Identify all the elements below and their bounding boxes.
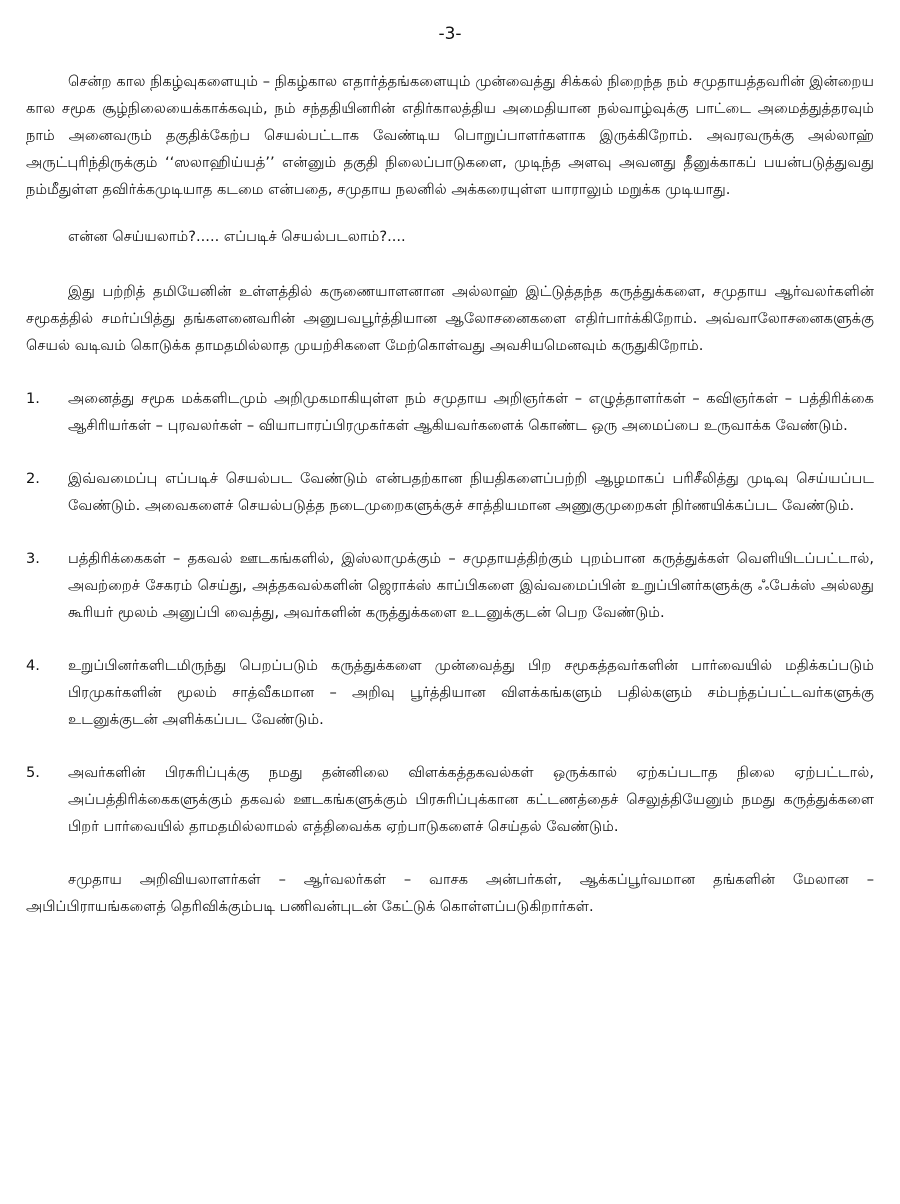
list-item-text: அவர்களின் பிரசுரிப்புக்கு நமது தன்னிலை விளக்கத்தகவல்கள் ஒருக்கால் ஏற்கப்படாத நிலை ஏற்பட்டால், அப்பத்திரிக்கைகளுக்கும் தகவல் ஊடகங்களுக்கும் பிரசுரிப்புக்கான கட்டணத்தைச் செலுத்தியேனும் நமது கருத்துக்களை பிறர் பார்வையில் தாமதமில்லாமல் எத்திவைக்க ஏற்பாடுகளைச் செய்தல் வேண்டும். [68,764,874,835]
page-number: -3- [438,24,462,44]
list-item-number: 2. [26,470,40,487]
intro-paragraph: சென்ற கால நிகழ்வுகளையும் – நிகழ்கால எதார்த்தங்களையும் முன்வைத்து சிக்கல் நிறைந்த நம் சமுதாயத்தவரின் இன்றைய கால சமூக சூழ்நிலையைக்காக்கவும், நம் சந்ததியினரின் எதிர்காலத்திய அமைதியான நல்வாழ்வுக்கு பாட்டை அமைத்துத்தரவும் நாம் அனைவரும் தகுதிக்கேற்ப செயல்பட்டாக வேண்டிய பொறுப்பாளர்களாக இருக்கிறோம். அவரவருக்கு அல்லாஹ் அருட்புரிந்திருக்கும் ‘‘ஸலாஹிய்யத்’’ என்னும் தகுதி நிலைப்பாடுகளை, முடிந்த அளவு அவனது தீனுக்காகப் பயன்படுத்துவது நம்மீதுள்ள தவிர்க்கமுடியாத கடமை என்பதை, சமுதாய நலனில் அக்கரையுள்ள யாராலும் மறுக்க முடியாது. [26,73,874,198]
list-item [26,652,874,733]
list-item-number: 3. [26,550,40,567]
closing-paragraph: சமுதாய அறிவியலாளர்கள் – ஆர்வலர்கள் – வாசக அன்பர்கள், ஆக்கப்பூர்வமான தங்களின் மேலான – அபிப்பிராயங்களைத் தெரிவிக்கும்படி பணிவன்புடன் கேட்டுக் கொள்ளப்படுகிறார்கள். [26,871,874,915]
question-line: என்ன செய்யலாம்?..... எப்படிச் செயல்படலாம்?.... [68,228,406,245]
list-item-text: உறுப்பினர்களிடமிருந்து பெறப்படும் கருத்துக்களை முன்வைத்து பிற சமூகத்தவர்களின் பார்வையில் மதிக்கப்படும் பிரமுகர்களின் மூலம் சாத்வீகமான – அறிவு பூர்த்தியான விளக்கங்களும் பதில்களும் சம்பந்தப்பட்டவர்களுக்கு உடனுக்குடன் அளிக்கப்பட வேண்டும். [68,657,874,728]
list-item-text: அனைத்து சமூக மக்களிடமும் அறிமுகமாகியுள்ள நம் சமுதாய அறிஞர்கள் – எழுத்தாளர்கள் – கவிஞர்கள் – பத்திரிக்கை ஆசிரியர்கள் – புரவலர்கள் – வியாபாரப்பிரமுகர்கள் ஆகியவர்களைக் கொண்ட ஒரு அமைப்பை உருவாக்க வேண்டும். [68,390,874,434]
proposal-paragraph: இது பற்றித் தமியேனின் உள்ளத்தில் கருணையாளனான அல்லாஹ் இட்டுத்தந்த கருத்துக்களை, சமுதாய ஆர்வலர்களின் சமூகத்தில் சமர்ப்பித்து தங்களனைவரின் அனுபவபூர்த்தியான ஆலோசனைகளை எதிர்பார்க்கிறோம். அவ்வாலோசனைகளுக்கு செயல் வடிவம் கொடுக்க தாமதமில்லாத முயற்சிகளை மேற்கொள்வது அவசியமெனவும் கருதுகிறோம். [26,283,874,354]
list-item-text: பத்திரிக்கைகள் – தகவல் ஊடகங்களில், இஸ்லாமுக்கும் – சமுதாயத்திற்கும் புறம்பான கருத்துக்கள் வெளியிடப்பட்டால், அவற்றைச் சேகரம் செய்து, அத்தகவல்களின் ஜெராக்ஸ் காப்பிகளை இவ்வமைப்பின் உறுப்பினர்களுக்கு ஃபேக்ஸ் அல்லது கூரியர் மூலம் அனுப்பி வைத்து, அவர்களின் கருத்துக்களை உடனுக்குடன் பெற வேண்டும். [68,550,874,621]
list-item-number: 4. [26,657,40,674]
list-item [26,759,874,840]
list-item-number: 1. [26,390,40,407]
list-item-text: இவ்வமைப்பு எப்படிச் செயல்பட வேண்டும் என்பதற்கான நியதிகளைப்பற்றி ஆழமாகப் பரிசீலித்து முடிவு செய்யப்பட வேண்டும். அவைகளைச் செயல்படுத்த நடைமுறைகளுக்குச் சாத்தியமான அணுகுமுறைகள் நிர்ணயிக்கப்பட வேண்டும். [68,470,874,514]
list-item-number: 5. [26,764,40,781]
list-item [26,465,874,519]
list-item [26,545,874,626]
list-item [26,385,874,439]
